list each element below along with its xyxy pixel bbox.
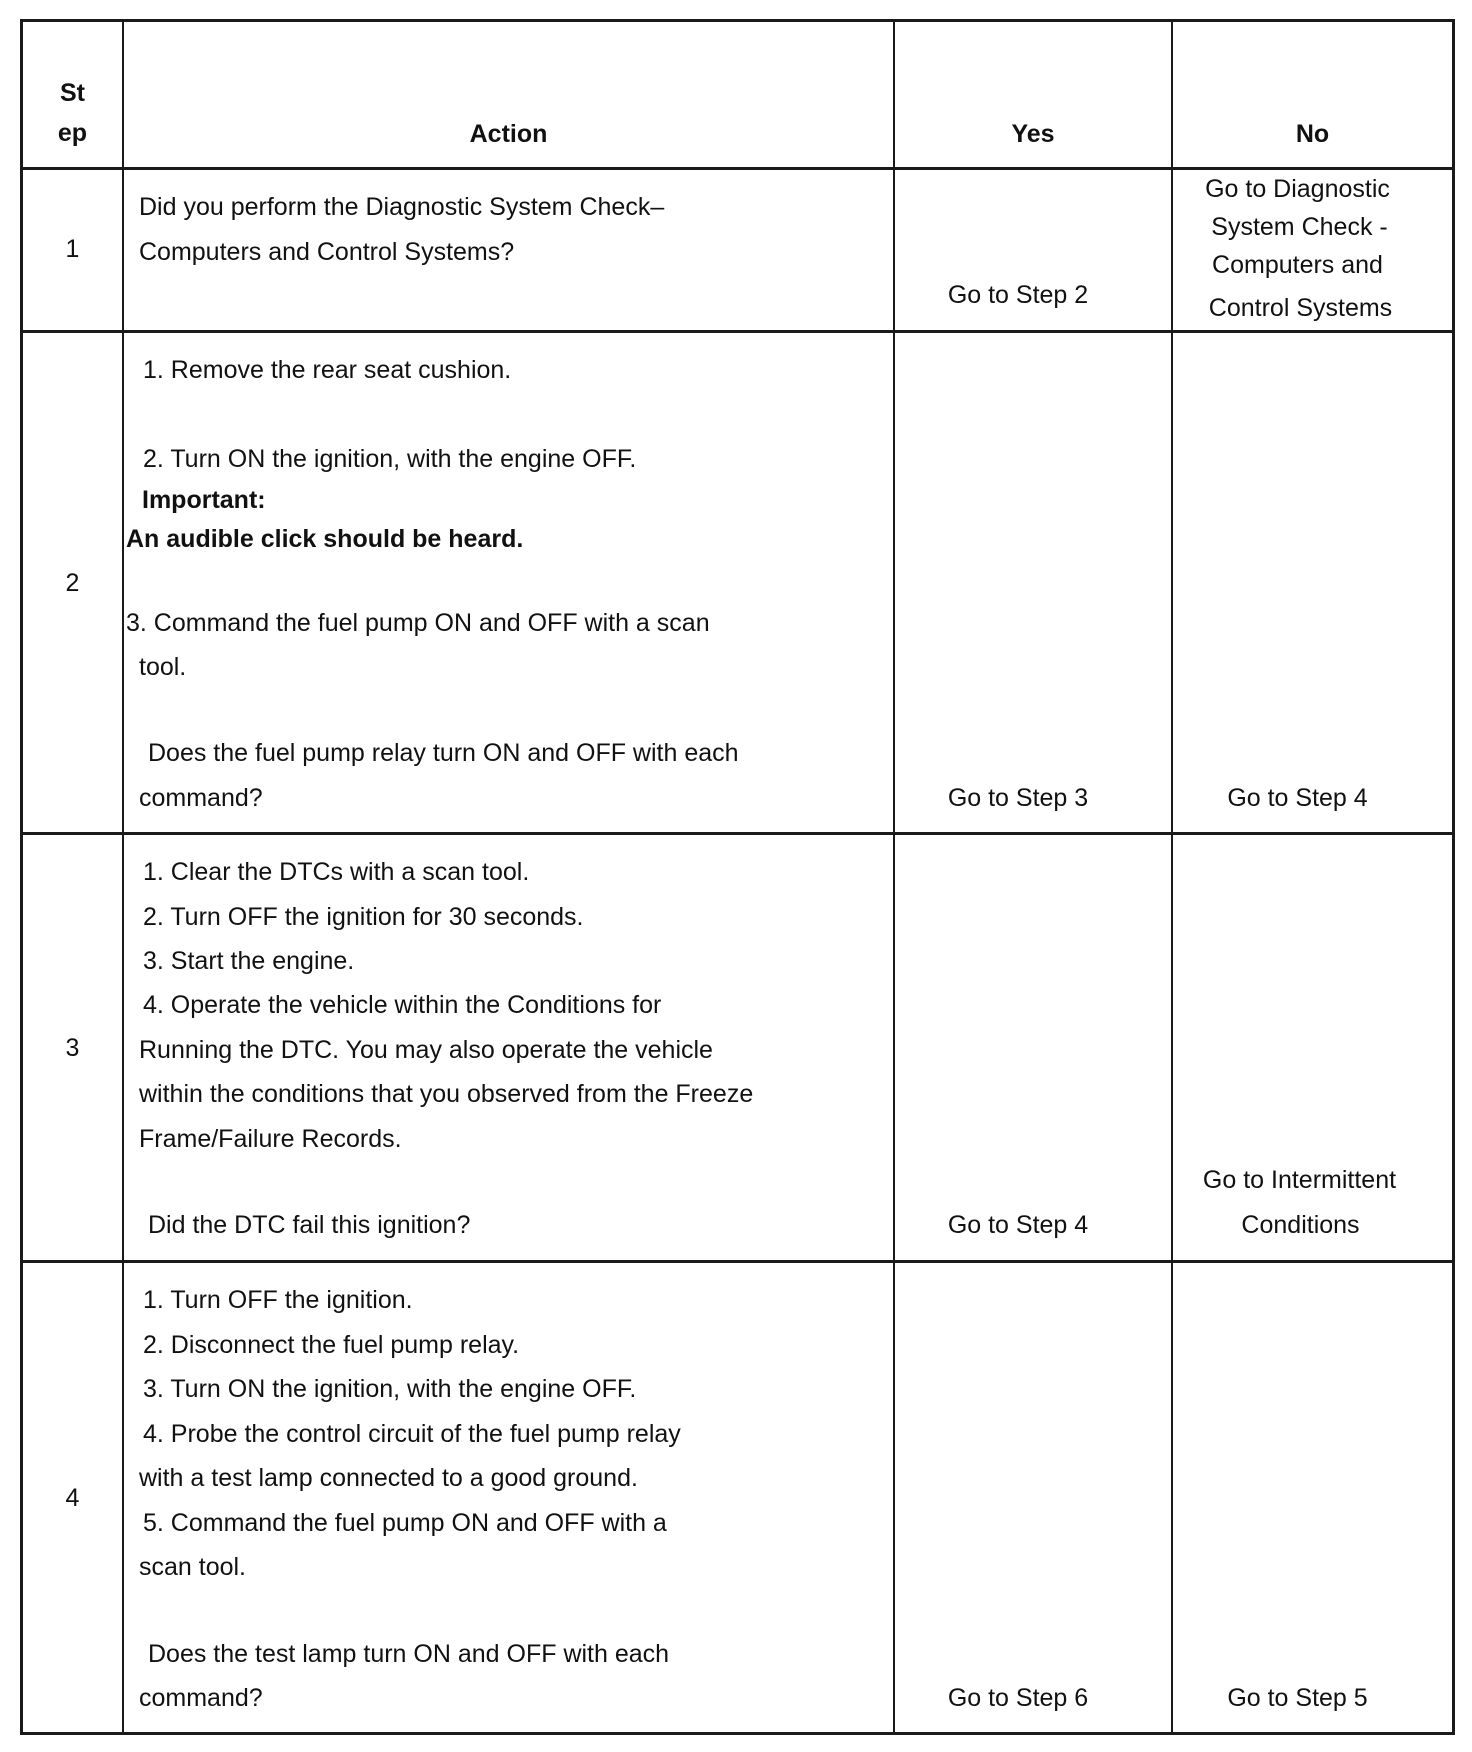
row-1-action-line-2: Computers and Control Systems? (139, 238, 515, 266)
row-3-no-line-1: Go to Intermittent (1202, 1166, 1397, 1194)
row-2-step: 2 (65, 569, 80, 597)
row-4-no: Go to Step 5 (1227, 1684, 1368, 1712)
row-3-action-line-7: Frame/Failure Records. (139, 1125, 402, 1153)
row-4-action-line-1: 1. Turn OFF the ignition. (143, 1286, 413, 1314)
row-divider-header (20, 167, 1455, 170)
row-3-question: Did the DTC fail this ignition? (148, 1211, 471, 1239)
row-2-important-label: Important: (142, 486, 266, 514)
column-divider-action (893, 19, 895, 1735)
row-2-yes: Go to Step 3 (947, 784, 1089, 812)
row-4-step: 4 (65, 1484, 80, 1512)
header-action: Action (469, 120, 548, 148)
header-step-line-2: ep (57, 119, 88, 147)
row-1-no-line-3: Computers and (1212, 251, 1383, 279)
row-4-yes: Go to Step 6 (947, 1684, 1089, 1712)
row-2-action-line-3: 3. Command the fuel pump ON and OFF with a scan (126, 609, 710, 637)
row-2-no: Go to Step 4 (1227, 784, 1368, 812)
row-3-action-line-4: 4. Operate the vehicle within the Conditions for (143, 991, 662, 1019)
header-yes: Yes (1011, 120, 1055, 148)
row-3-action-line-3: 3. Start the engine. (143, 947, 355, 975)
row-2-action-line-1: 1. Remove the rear seat cushion. (143, 356, 512, 384)
row-4-question-line-2: command? (139, 1684, 263, 1712)
row-2-action-line-2: 2. Turn ON the ignition, with the engine OFF. (143, 445, 637, 473)
table-border-bottom (20, 1732, 1455, 1735)
row-1-no-line-2: System Check - (1211, 213, 1388, 241)
row-4-action-line-4: 4. Probe the control circuit of the fuel pump relay (143, 1420, 681, 1448)
row-2-important-note: An audible click should be heard. (126, 525, 524, 553)
row-4-question-line-1: Does the test lamp turn ON and OFF with each (148, 1640, 670, 1668)
row-divider-1 (20, 330, 1455, 333)
row-1-no-line-4: Control Systems (1208, 294, 1393, 322)
table-border-left (20, 19, 23, 1735)
row-divider-3 (20, 1260, 1455, 1263)
row-3-action-line-5: Running the DTC. You may also operate the vehicle (139, 1036, 713, 1064)
row-3-yes: Go to Step 4 (947, 1211, 1089, 1239)
row-4-action-line-2: 2. Disconnect the fuel pump relay. (143, 1331, 520, 1359)
row-3-step: 3 (65, 1034, 80, 1062)
row-3-action-line-6: within the conditions that you observed from the Freeze (139, 1080, 754, 1108)
row-4-action-line-5: with a test lamp connected to a good ground. (139, 1464, 638, 1492)
header-step-line-1: St (60, 79, 85, 107)
header-no: No (1295, 120, 1330, 148)
row-1-no-line-1: Go to Diagnostic (1205, 175, 1390, 203)
row-1-step: 1 (65, 235, 80, 263)
table-border-top (20, 19, 1455, 22)
row-2-question-line-1: Does the fuel pump relay turn ON and OFF with each (148, 739, 739, 767)
row-2-question-line-2: command? (139, 784, 263, 812)
row-3-action-line-1: 1. Clear the DTCs with a scan tool. (143, 858, 530, 886)
row-2-action-line-3b: tool. (139, 653, 187, 681)
row-1-action-line-1: Did you perform the Diagnostic System Check– (139, 193, 665, 221)
column-divider-step (122, 19, 124, 1735)
row-4-action-line-6: 5. Command the fuel pump ON and OFF with a (143, 1509, 667, 1537)
row-3-no-line-2: Conditions (1241, 1211, 1360, 1239)
row-4-action-line-3: 3. Turn ON the ignition, with the engine OFF. (143, 1375, 637, 1403)
header-step (23, 78, 122, 148)
row-1-yes: Go to Step 2 (947, 281, 1089, 309)
row-divider-2 (20, 832, 1455, 835)
row-3-action-line-2: 2. Turn OFF the ignition for 30 seconds. (143, 903, 584, 931)
row-4-action-line-7: scan tool. (139, 1553, 247, 1581)
table-border-right (1452, 19, 1455, 1735)
